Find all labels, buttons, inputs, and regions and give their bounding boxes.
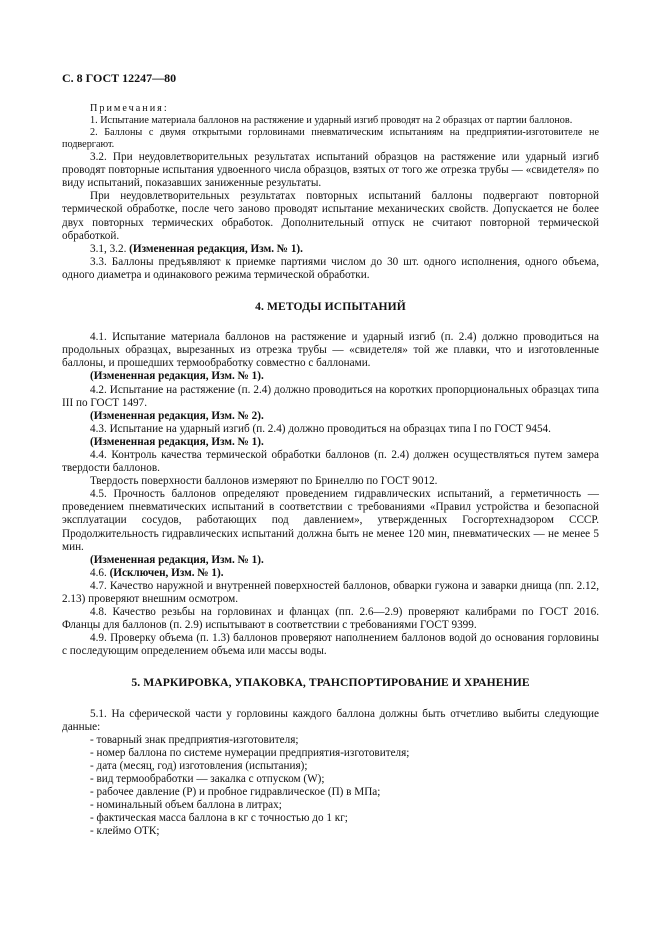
paragraph-4-7: 4.7. Качество наружной и внутренней поверхностей баллонов, обварки гужона и заварки днища (пп. 2.12, 2.13) проверяют внешним осмотром. (62, 579, 599, 605)
list-item: - вид термообработки — закалка с отпуском (W); (90, 773, 325, 786)
paragraph-3-3: 3.3. Баллоны предъявляют к приемке партиями числом до 30 шт. одного исполнения, одного объема, одного диаметра и одинакового режима термической обработки. (62, 255, 599, 281)
list-item: - номинальный объем баллона в литрах; (90, 799, 282, 812)
edit-note-4-2: (Измененная редакция, Изм. № 2). (90, 409, 264, 422)
paragraph-4-3: 4.3. Испытание на ударный изгиб (п. 2.4) должно проводиться на образцах типа I по ГОСТ 9454. (90, 422, 551, 435)
notes-title: Примечания: (90, 103, 169, 115)
paragraph-4-6-text: (Исключен, Изм. № 1). (109, 566, 224, 579)
paragraph-4-4-cont: Твердость поверхности баллонов измеряют по Бринеллю по ГОСТ 9012. (90, 475, 438, 488)
edit-note-4-5: (Измененная редакция, Изм. № 1). (90, 553, 264, 566)
edit-note-3-1 (62, 243, 599, 256)
list-item: - товарный знак предприятия-изготовителя; (90, 733, 299, 746)
paragraph-4-1: 4.1. Испытание материала баллонов на растяжение и ударный изгиб (п. 2.4) должно проводиться на продольных образцах, вырезанных из отрезка трубы — «свидетеля» той же плавки, что и изготовленные баллоны, и прошедших термообработку совместно с баллонами. (62, 331, 599, 370)
paragraph-4-4: 4.4. Контроль качества термической обработки баллонов (п. 2.4) должен осуществляться путем замера твердости баллонов. (62, 448, 599, 475)
paragraph-5-1: 5.1. На сферической части у горловины каждого баллона должны быть отчетливо выбиты следующие данные: (62, 707, 599, 733)
note-1: 1. Испытание материала баллонов на растяжение и ударный изгиб проводят на 2 образцах от партии баллонов. (90, 115, 573, 127)
marking-list (62, 734, 599, 839)
paragraph-4-2: 4.2. Испытание на растяжение (п. 2.4) должно проводиться на коротких пропорциональных образцах типа III по ГОСТ 1497. (62, 383, 599, 409)
paragraph-3-2-cont: При неудовлетворительных результатах повторных испытаний баллоны подвергают повторной термической обработке, после чего заново проводят испытание механических свойств. Допускается не более двух повторных термических обработок. Дополнительный отпуск не считают повторной термической обработкой. (62, 190, 599, 242)
section-4-title: 4. МЕТОДЫ ИСПЫТАНИЙ (255, 300, 406, 314)
paragraph-4-5: 4.5. Прочность баллонов определяют проведением гидравлических испытаний, а герметичность — проведением пневматических испытаний в соответствии с требованиями «Правил устройства и безопасной эксплуатации сосудов, работающих под давлением», утвержденных Госгортехнадзором СССР. Продолжительность гидравлических испытаний должна быть не менее 120 мин, пневматических — не менее 5 мин. (62, 488, 599, 553)
document-page (62, 72, 599, 839)
paragraph-4-8: 4.8. Качество резьбы на горловинах и фланцах (пп. 2.6—2.9) проверяют калибрами по ГОСТ 2016. Фланцы для баллонов (п. 2.9) испытывают в соответствии с требованиями ГОСТ 9399. (62, 606, 599, 632)
page-header: С. 8 ГОСТ 12247—80 (62, 71, 177, 85)
edit-text: (Измененная редакция, Изм. № 1). (129, 242, 303, 255)
paragraph-4-6 (62, 567, 599, 580)
paragraph-4-9: 4.9. Проверку объема (п. 1.3) баллонов проверяют наполнением баллонов водой до основания горловины с последующим определением объема или массы воды. (62, 632, 599, 658)
section-5-title: 5. МАРКИРОВКА, УПАКОВКА, ТРАНСПОРТИРОВАНИЕ И ХРАНЕНИЕ (131, 676, 530, 690)
list-item: - дата (месяц, год) изготовления (испытания); (90, 759, 308, 772)
edit-prefix: 3.1, 3.2. (90, 242, 130, 255)
list-item: - фактическая масса баллона в кг с точностью до 1 кг; (90, 812, 348, 825)
edit-note-4-1: (Измененная редакция, Изм. № 1). (90, 370, 264, 383)
paragraph-4-6-number: 4.6. (90, 566, 110, 579)
edit-note-4-3: (Измененная редакция, Изм. № 1). (90, 435, 264, 448)
note-2: 2. Баллоны с двумя открытыми горловинами пневматическим испытаниям на предприятии-изготовителе не подвергают. (62, 127, 599, 151)
list-item: - клеймо ОТК; (90, 825, 160, 838)
list-item: - рабочее давление (Р) и пробное гидравлическое (П) в МПа; (90, 786, 381, 799)
list-item: - номер баллона по системе нумерации предприятия-изготовителя; (90, 746, 410, 759)
paragraph-3-2: 3.2. При неудовлетворительных результатах испытаний образцов на растяжение или ударный изгиб проводят повторные испытания удвоенного числа образцов, взятых от того же отрезка трубы — «свидетеля» по виду испытаний, показавших заниженные результаты. (62, 151, 599, 190)
